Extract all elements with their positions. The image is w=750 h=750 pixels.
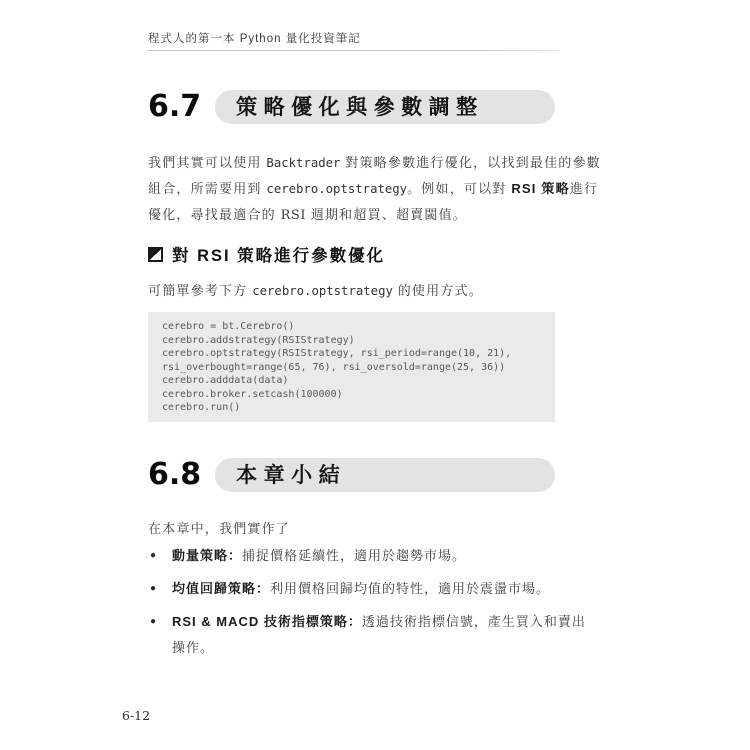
section-number: 6.8	[148, 457, 202, 492]
header-rule	[148, 50, 560, 51]
bullet-label: RSI & MACD 技術指標策略：	[172, 614, 362, 629]
bullet-text-wrap: 操作。	[172, 640, 215, 655]
code-line: cerebro.run()	[162, 402, 241, 413]
bold-term: RSI 策略	[511, 181, 570, 196]
subsection-heading	[148, 242, 385, 266]
diagonal-square-icon	[148, 247, 163, 262]
bullet-text: 利用價格回歸均值的特性，適用於震盪市場。	[270, 581, 551, 596]
paragraph-code-intro: 可簡單參考下方 cerebro.optstrategy 的使用方式。	[148, 283, 483, 298]
bullet-text: 透過技術指標信號，產生買入和賣出	[361, 614, 586, 629]
paragraph-line: 我們其實可以使用 Backtrader 對策略參數進行優化，以找到最佳的參數	[148, 155, 601, 170]
bullet-label: 動量策略：	[172, 548, 243, 563]
paragraph-line: 優化，尋找最適合的 RSI 週期和超買、超賣閾值。	[148, 207, 467, 223]
bullet-icon: ●	[150, 616, 158, 627]
inline-code: cerebro.optstrategy	[266, 182, 408, 196]
section-heading-6-8	[148, 458, 555, 492]
code-line: cerebro = bt.Cerebro()	[162, 321, 295, 332]
code-line: cerebro.optstrategy(RSIStrategy, rsi_period=range(10, 21),	[162, 348, 512, 359]
subsection-title: 對 RSI 策略進行參數優化	[172, 247, 386, 265]
inline-code: Backtrader	[266, 156, 341, 170]
code-line: rsi_overbought=range(65, 76), rsi_oversold=range(25, 36))	[162, 361, 506, 373]
bullet-icon: ●	[150, 583, 158, 594]
serif-term: RSI	[280, 208, 306, 223]
section-title-pill: 策略優化與參數調整	[215, 90, 555, 124]
list-item	[150, 576, 562, 602]
running-header-title: 程式人的第一本 Python 量化投資筆記	[148, 33, 361, 45]
paragraph-line: 組合，所需要用到 cerebro.optstrategy。例如，可以對 RSI 策略進行	[148, 181, 599, 196]
bullet-icon: ●	[150, 550, 158, 561]
code-line: cerebro.broker.setcash(100000)	[162, 388, 343, 400]
section-heading-6-7	[148, 90, 555, 124]
code-line: cerebro.addstrategy(RSIStrategy)	[162, 334, 355, 346]
list-item	[150, 609, 586, 661]
code-block	[148, 312, 555, 422]
code-line: cerebro.adddata(data)	[162, 375, 289, 386]
summary-bullet-list	[150, 543, 586, 668]
section-number: 6.7	[148, 89, 202, 124]
list-item	[150, 543, 562, 569]
section-title-pill: 本章小結	[215, 458, 555, 492]
paragraph-intro	[148, 150, 601, 229]
bullet-label: 均值回歸策略：	[172, 581, 271, 596]
paragraph-summary-intro: 在本章中，我們實作了	[148, 521, 291, 536]
page-number: 6-12	[122, 708, 151, 723]
bullet-text: 捕捉價格延續性，適用於趨勢市場。	[242, 548, 467, 563]
inline-code: cerebro.optstrategy	[252, 284, 393, 298]
